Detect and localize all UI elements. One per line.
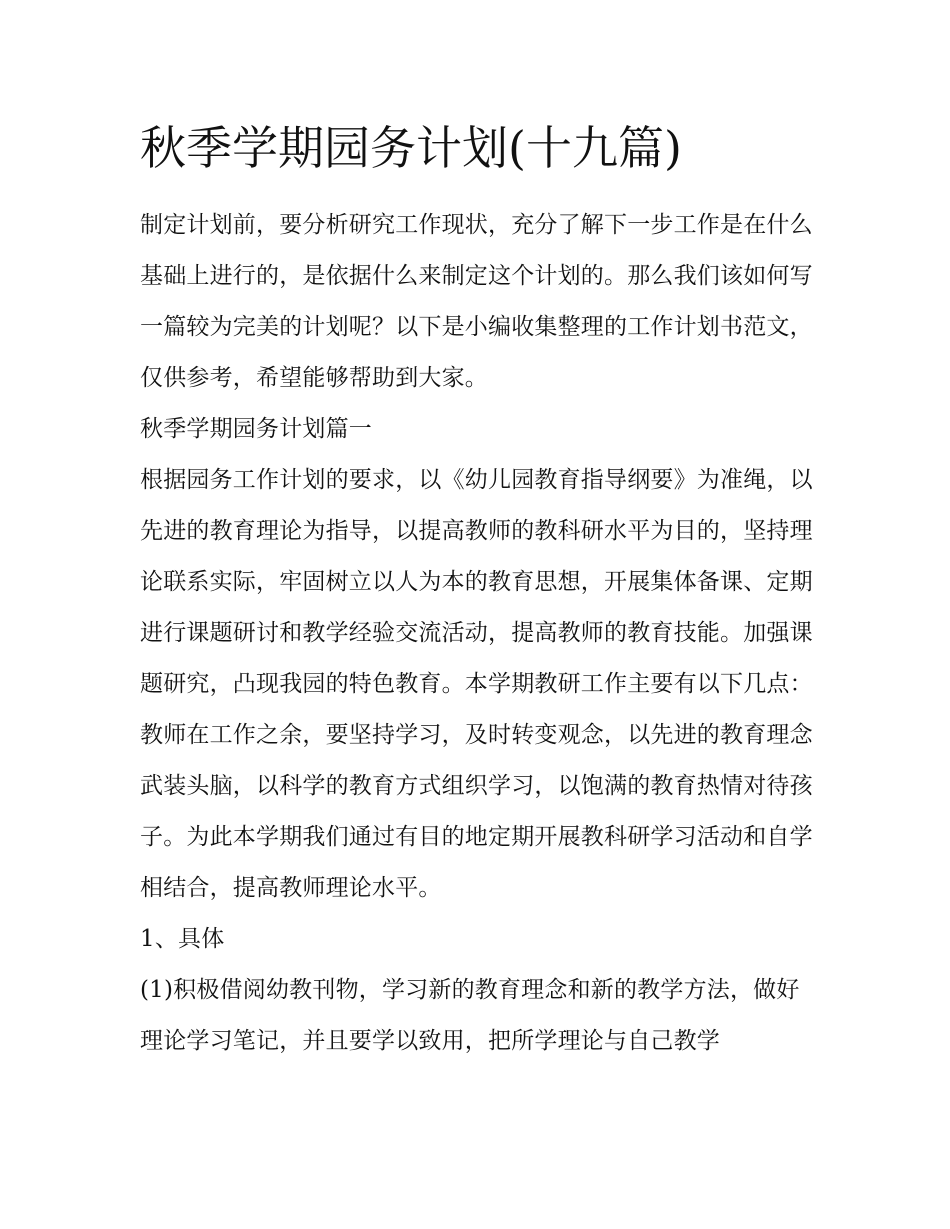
document-title: 秋季学期园务计划(十九篇) <box>140 121 682 175</box>
section-heading: 秋季学期园务计划篇一 <box>140 416 372 442</box>
intro-paragraph: 制定计划前，要分析研究工作现状，充分了解下一步工作是在什么基础上进行的，是依据什么来制定这个计划的。那么我们该如何写一篇较为完美的计划呢？以下是小编收集整理的工作计划书范文，仅供参考，希望能够帮助到大家。 <box>140 212 813 391</box>
body-paragraph: 根据园务工作计划的要求，以《幼儿园教育指导纲要》为准绳，以先进的教育理论为指导，以提高教师的教科研水平为目的，坚持理论联系实际，牢固树立以人为本的教育思想，开展集体备课、定期进行课题研讨和教学经验交流活动，提高教师的教育技能。加强课题研究，凸现我园的特色教育。本学期教研工作主要有以下几点： <box>140 467 813 697</box>
list-heading: 1、具体 <box>140 926 225 952</box>
list-item: (1)积极借阅幼教刊物，学习新的教育理念和新的教学方法，做好理论学习笔记，并且要学以致用，把所学理论与自己教学 <box>140 977 800 1054</box>
document-body <box>140 118 820 1067</box>
body-paragraph: 教师在工作之余，要坚持学习，及时转变观念，以先进的教育理念武装头脑，以科学的教育方式组织学习，以饱满的教育热情对待孩子。为此本学期我们通过有目的地定期开展教科研学习活动和自学相结合，提高教师理论水平。 <box>140 722 813 901</box>
